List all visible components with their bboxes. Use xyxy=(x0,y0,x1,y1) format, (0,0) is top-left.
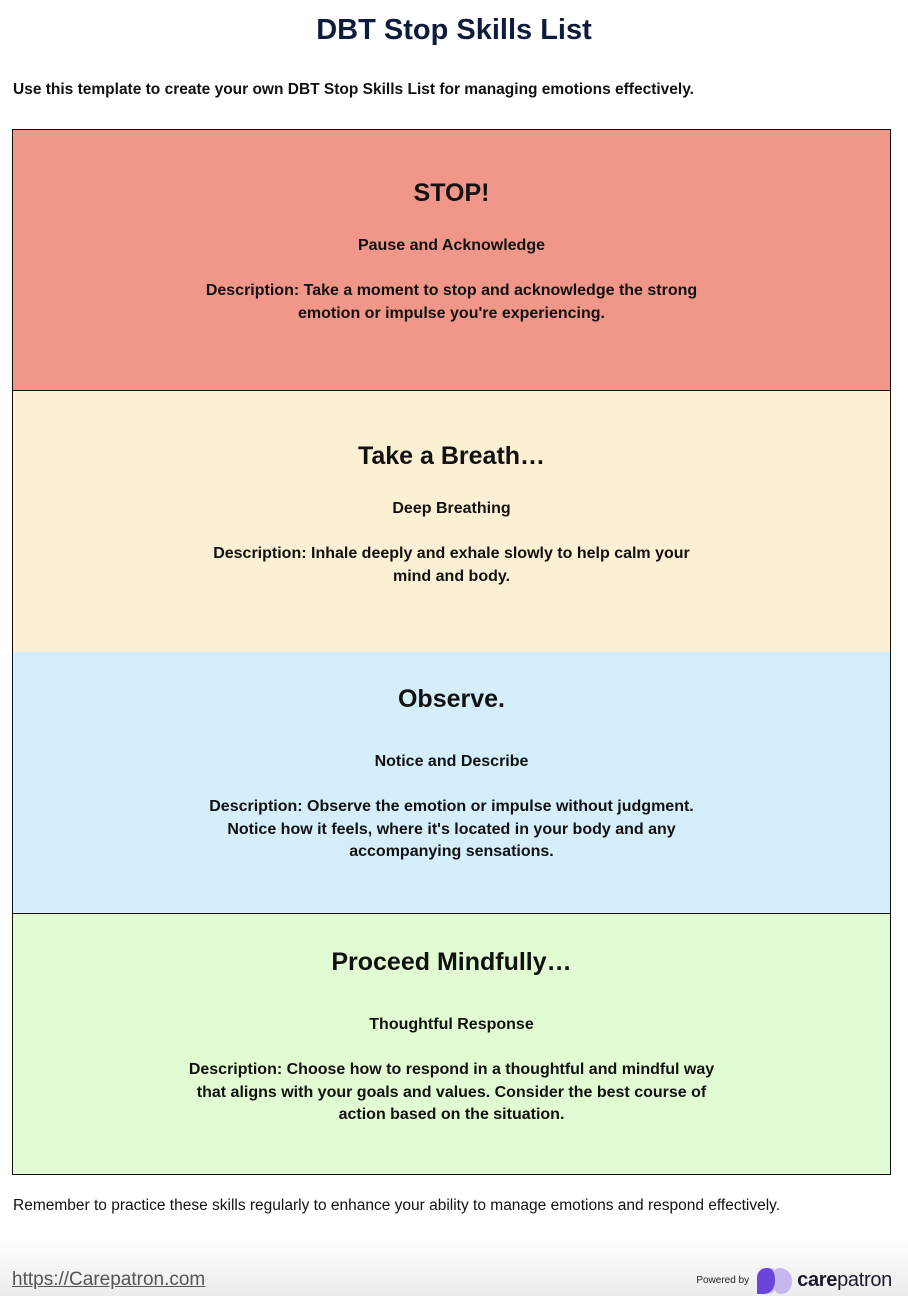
closing-text: Remember to practice these skills regularly to enhance your ability to manage emotions and respond effectively. xyxy=(13,1197,781,1214)
skill-subtitle: Pause and Acknowledge xyxy=(357,237,545,254)
skill-title: STOP! xyxy=(413,179,490,207)
skill-take-a-breath xyxy=(13,390,890,652)
skill-stop xyxy=(13,130,890,390)
skill-title: Take a Breath… xyxy=(357,442,546,470)
carepatron-link[interactable]: https://Carepatron.com xyxy=(12,1269,206,1290)
skill-title: Proceed Mindfully… xyxy=(331,948,572,976)
page-title: DBT Stop Skills List xyxy=(316,14,592,46)
skill-subtitle: Deep Breathing xyxy=(392,500,511,517)
powered-by-label: Powered by xyxy=(696,1274,750,1286)
carepatron-logo-icon xyxy=(755,1266,793,1294)
intro-text: Use this template to create your own DBT Stop Skills List for managing emotions effectively. xyxy=(13,81,694,98)
skill-observe xyxy=(13,652,890,913)
skill-description: Description: Inhale deeply and exhale slowly to help calm your mind and body. xyxy=(213,545,690,585)
skills-table xyxy=(12,129,891,1175)
skill-proceed-mindfully xyxy=(13,913,890,1174)
footer xyxy=(0,1236,908,1296)
skill-title: Observe. xyxy=(397,685,505,713)
brand-bold: care xyxy=(797,1268,838,1291)
brand-light: patron xyxy=(837,1268,892,1291)
skill-subtitle: Notice and Describe xyxy=(374,753,529,770)
skill-description: Description: Choose how to respond in a thoughtful and mindful way that aligns with your goals and values. Consider the best course of action based on the situation. xyxy=(188,1061,715,1123)
carepatron-brand xyxy=(797,1269,892,1292)
skill-description: Description: Observe the emotion or impulse without judgment. Notice how it feels, where it's located in your body and any accompanying sensations. xyxy=(209,798,694,860)
powered-by-badge[interactable] xyxy=(696,1266,892,1294)
skill-subtitle: Thoughtful Response xyxy=(369,1016,534,1033)
skill-description: Description: Take a moment to stop and acknowledge the strong emotion or impulse you're experiencing. xyxy=(205,282,698,322)
